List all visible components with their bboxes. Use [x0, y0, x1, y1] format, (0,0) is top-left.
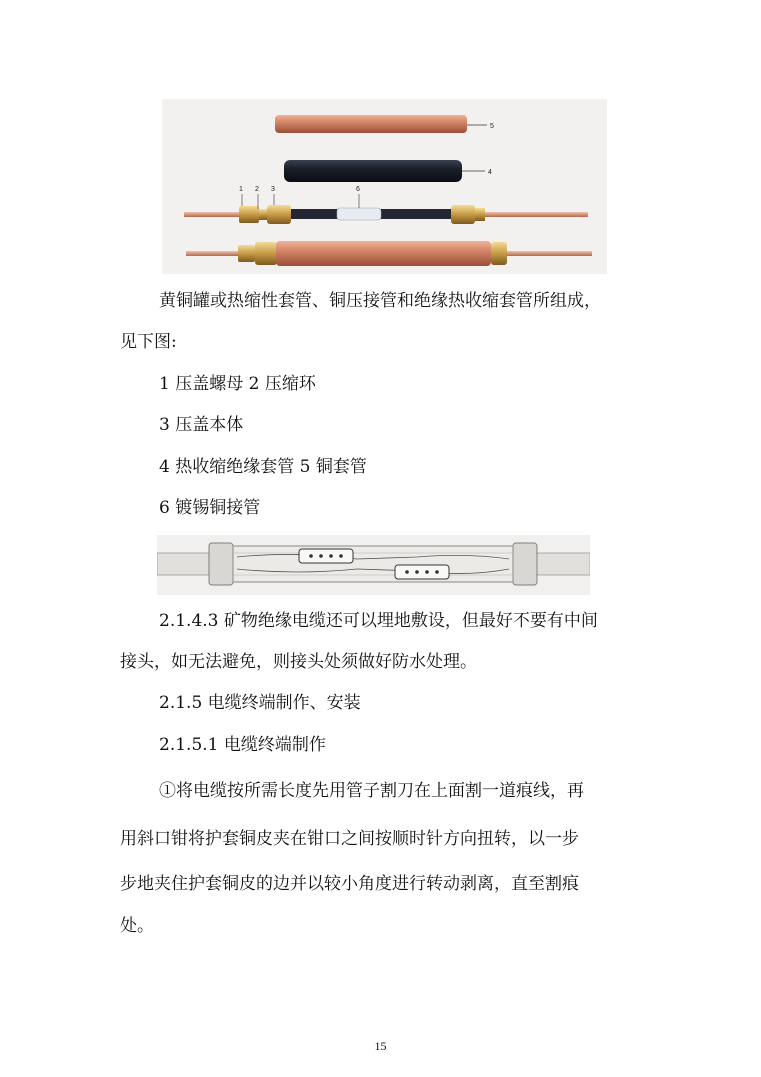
heat-shrink-sleeve-part	[284, 160, 462, 182]
paragraph-composition: 黄铜罐或热缩性套管、铜压接管和绝缘热收缩套管所组成，	[159, 291, 601, 311]
gland-body-part	[267, 205, 291, 224]
label-3: 3	[271, 186, 275, 193]
assembled-joint	[276, 241, 491, 266]
label-4: 4	[488, 169, 492, 176]
tinned-copper-ferrule-part	[337, 208, 381, 220]
legend-line-1: 1 压盖螺母 2 压缩环	[159, 374, 316, 394]
label-1: 1	[239, 186, 243, 193]
paragraph-see-figure: 见下图:	[120, 332, 177, 352]
legend-line-3: 4 热收缩绝缘套管 5 铜套管	[159, 457, 367, 477]
compression-ring-part	[259, 209, 267, 220]
label-2: 2	[255, 186, 259, 193]
copper-sleeve-part	[275, 115, 467, 133]
page-number: 15	[374, 1039, 387, 1053]
legend-line-4: 6 镀锡铜接管	[159, 498, 261, 518]
gland-nut-part	[239, 206, 259, 223]
joint-section-figure	[157, 535, 590, 595]
label-6: 6	[356, 186, 360, 193]
paragraph-2-1-4-3-cont: 接头，如无法避免，则接头处须做好防水处理。	[120, 652, 477, 672]
step-1-line-1: ①将电缆按所需长度先用管子割刀在上面割一道痕线，再	[159, 781, 584, 801]
heading-2-1-5-1: 2.1.5.1 电缆终端制作	[159, 735, 326, 755]
step-1-line-4: 处。	[120, 916, 154, 936]
heading-2-1-5: 2.1.5 电缆终端制作、安装	[159, 693, 361, 713]
legend-line-2: 3 压盖本体	[159, 415, 244, 435]
paragraph-2-1-4-3: 2.1.4.3 矿物绝缘电缆还可以埋地敷设，但最好不要有中间	[159, 611, 598, 631]
joint-components-figure	[162, 99, 607, 274]
step-1-line-2: 用斜口钳将护套铜皮夹在钳口之间按顺时针方向扭转，以一步	[120, 829, 579, 849]
label-5: 5	[490, 123, 494, 130]
step-1-line-3: 步地夹住护套铜皮的边并以较小角度进行转动剥离，直至割痕	[120, 874, 579, 894]
